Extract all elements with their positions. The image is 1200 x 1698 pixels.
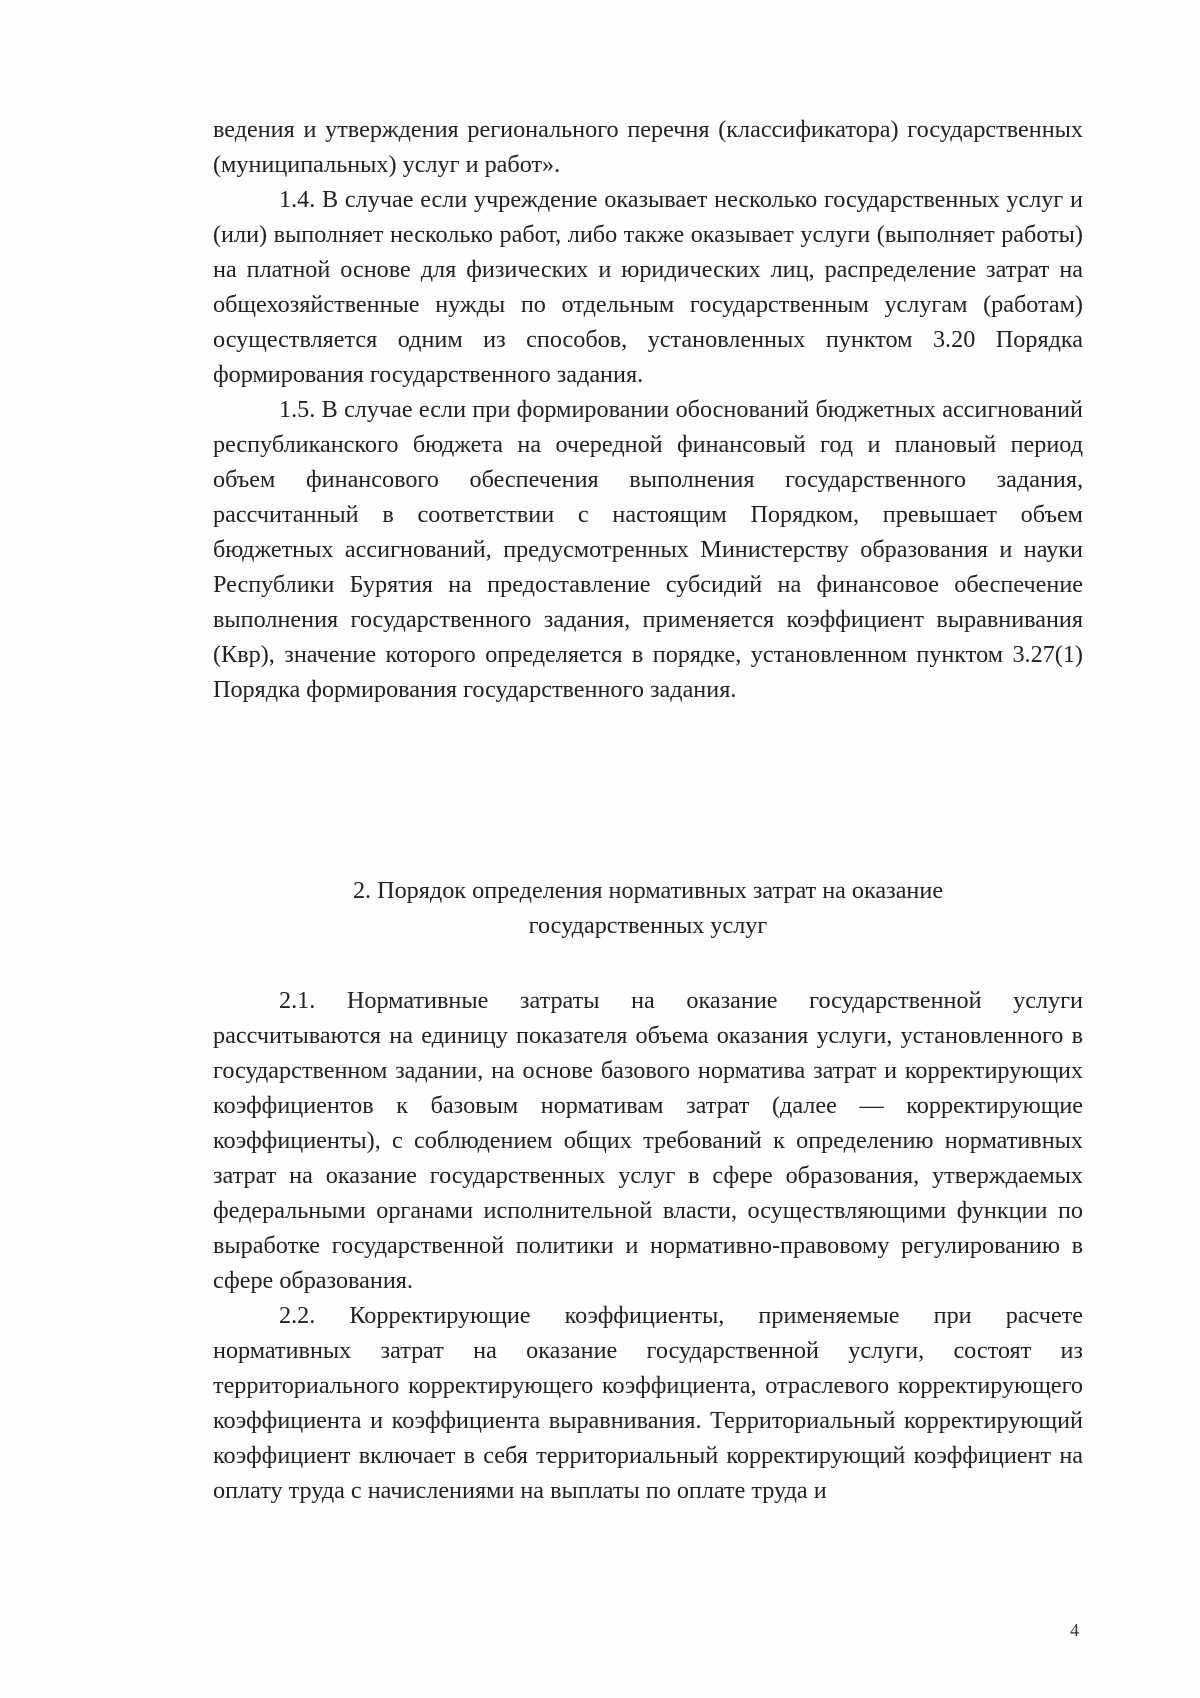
section-heading-line-1: 2. Порядок определения нормативных затрат на оказание: [352, 877, 944, 904]
bottom-text-block: [213, 983, 1083, 1508]
section-heading: [213, 873, 1083, 943]
paragraph-2-2: 2.2. Корректирующие коэффициенты, применяемые при расчете нормативных затрат на оказание государственной услуги, состоят из территориального корректирующего коэффициента, отраслевого корректирующего коэффициента и коэффициента выравнивания. Территориальный корректирующий коэффициент включает в себя территориальный корректирующий коэффициент на оплату труда с начислениями на выплаты по оплате труда и: [213, 1302, 1083, 1504]
page-number: 4: [1070, 1620, 1079, 1640]
paragraph-1-5: 1.5. В случае если при формировании обоснований бюджетных ассигнований республиканского бюджета на очередной финансовый год и плановый период объем финансового обеспечения выполнения государственного задания, рассчитанный в соответствии с настоящим Порядком, превышает объем бюджетных ассигнований, предусмотренных Министерству образования и науки Республики Бурятия на предоставление субсидий на финансовое обеспечение выполнения государственного задания, применяется коэффициент выравнивания (Квр), значение которого определяется в порядке, установленном пунктом 3.27(1) Порядка формирования государственного задания.: [213, 396, 1083, 703]
paragraph-2-1: 2.1. Нормативные затраты на оказание государственной услуги рассчитываются на единицу показателя объема оказания услуги, установленного в государственном задании, на основе базового норматива затрат и корректирующих коэффициентов к базовым нормативам затрат (далее — корректирующие коэффициенты), с соблюдением общих требований к определению нормативных затрат на оказание государственных услуг в сфере образования, утверждаемых федеральными органами исполнительной власти, осуществляющими функции по выработке государственной политики и нормативно-правовому регулированию в сфере образования.: [213, 987, 1083, 1294]
paragraph-1-4: 1.4. В случае если учреждение оказывает несколько государственных услуг и (или) выполняет несколько работ, либо также оказывает услуги (выполняет работы) на платной основе для физических и юридических лиц, распределение затрат на общехозяйственные нужды по отдельным государственным услугам (работам) осуществляется одним из способов, установленных пунктом 3.20 Порядка формирования государственного задания.: [213, 186, 1083, 388]
paragraph-continuation: ведения и утверждения регионального перечня (классификатора) государственных (муниципальных) услуг и работ».: [213, 116, 1083, 178]
section-heading-line-2: государственных услуг: [528, 912, 768, 939]
top-text-block: [213, 112, 1083, 707]
